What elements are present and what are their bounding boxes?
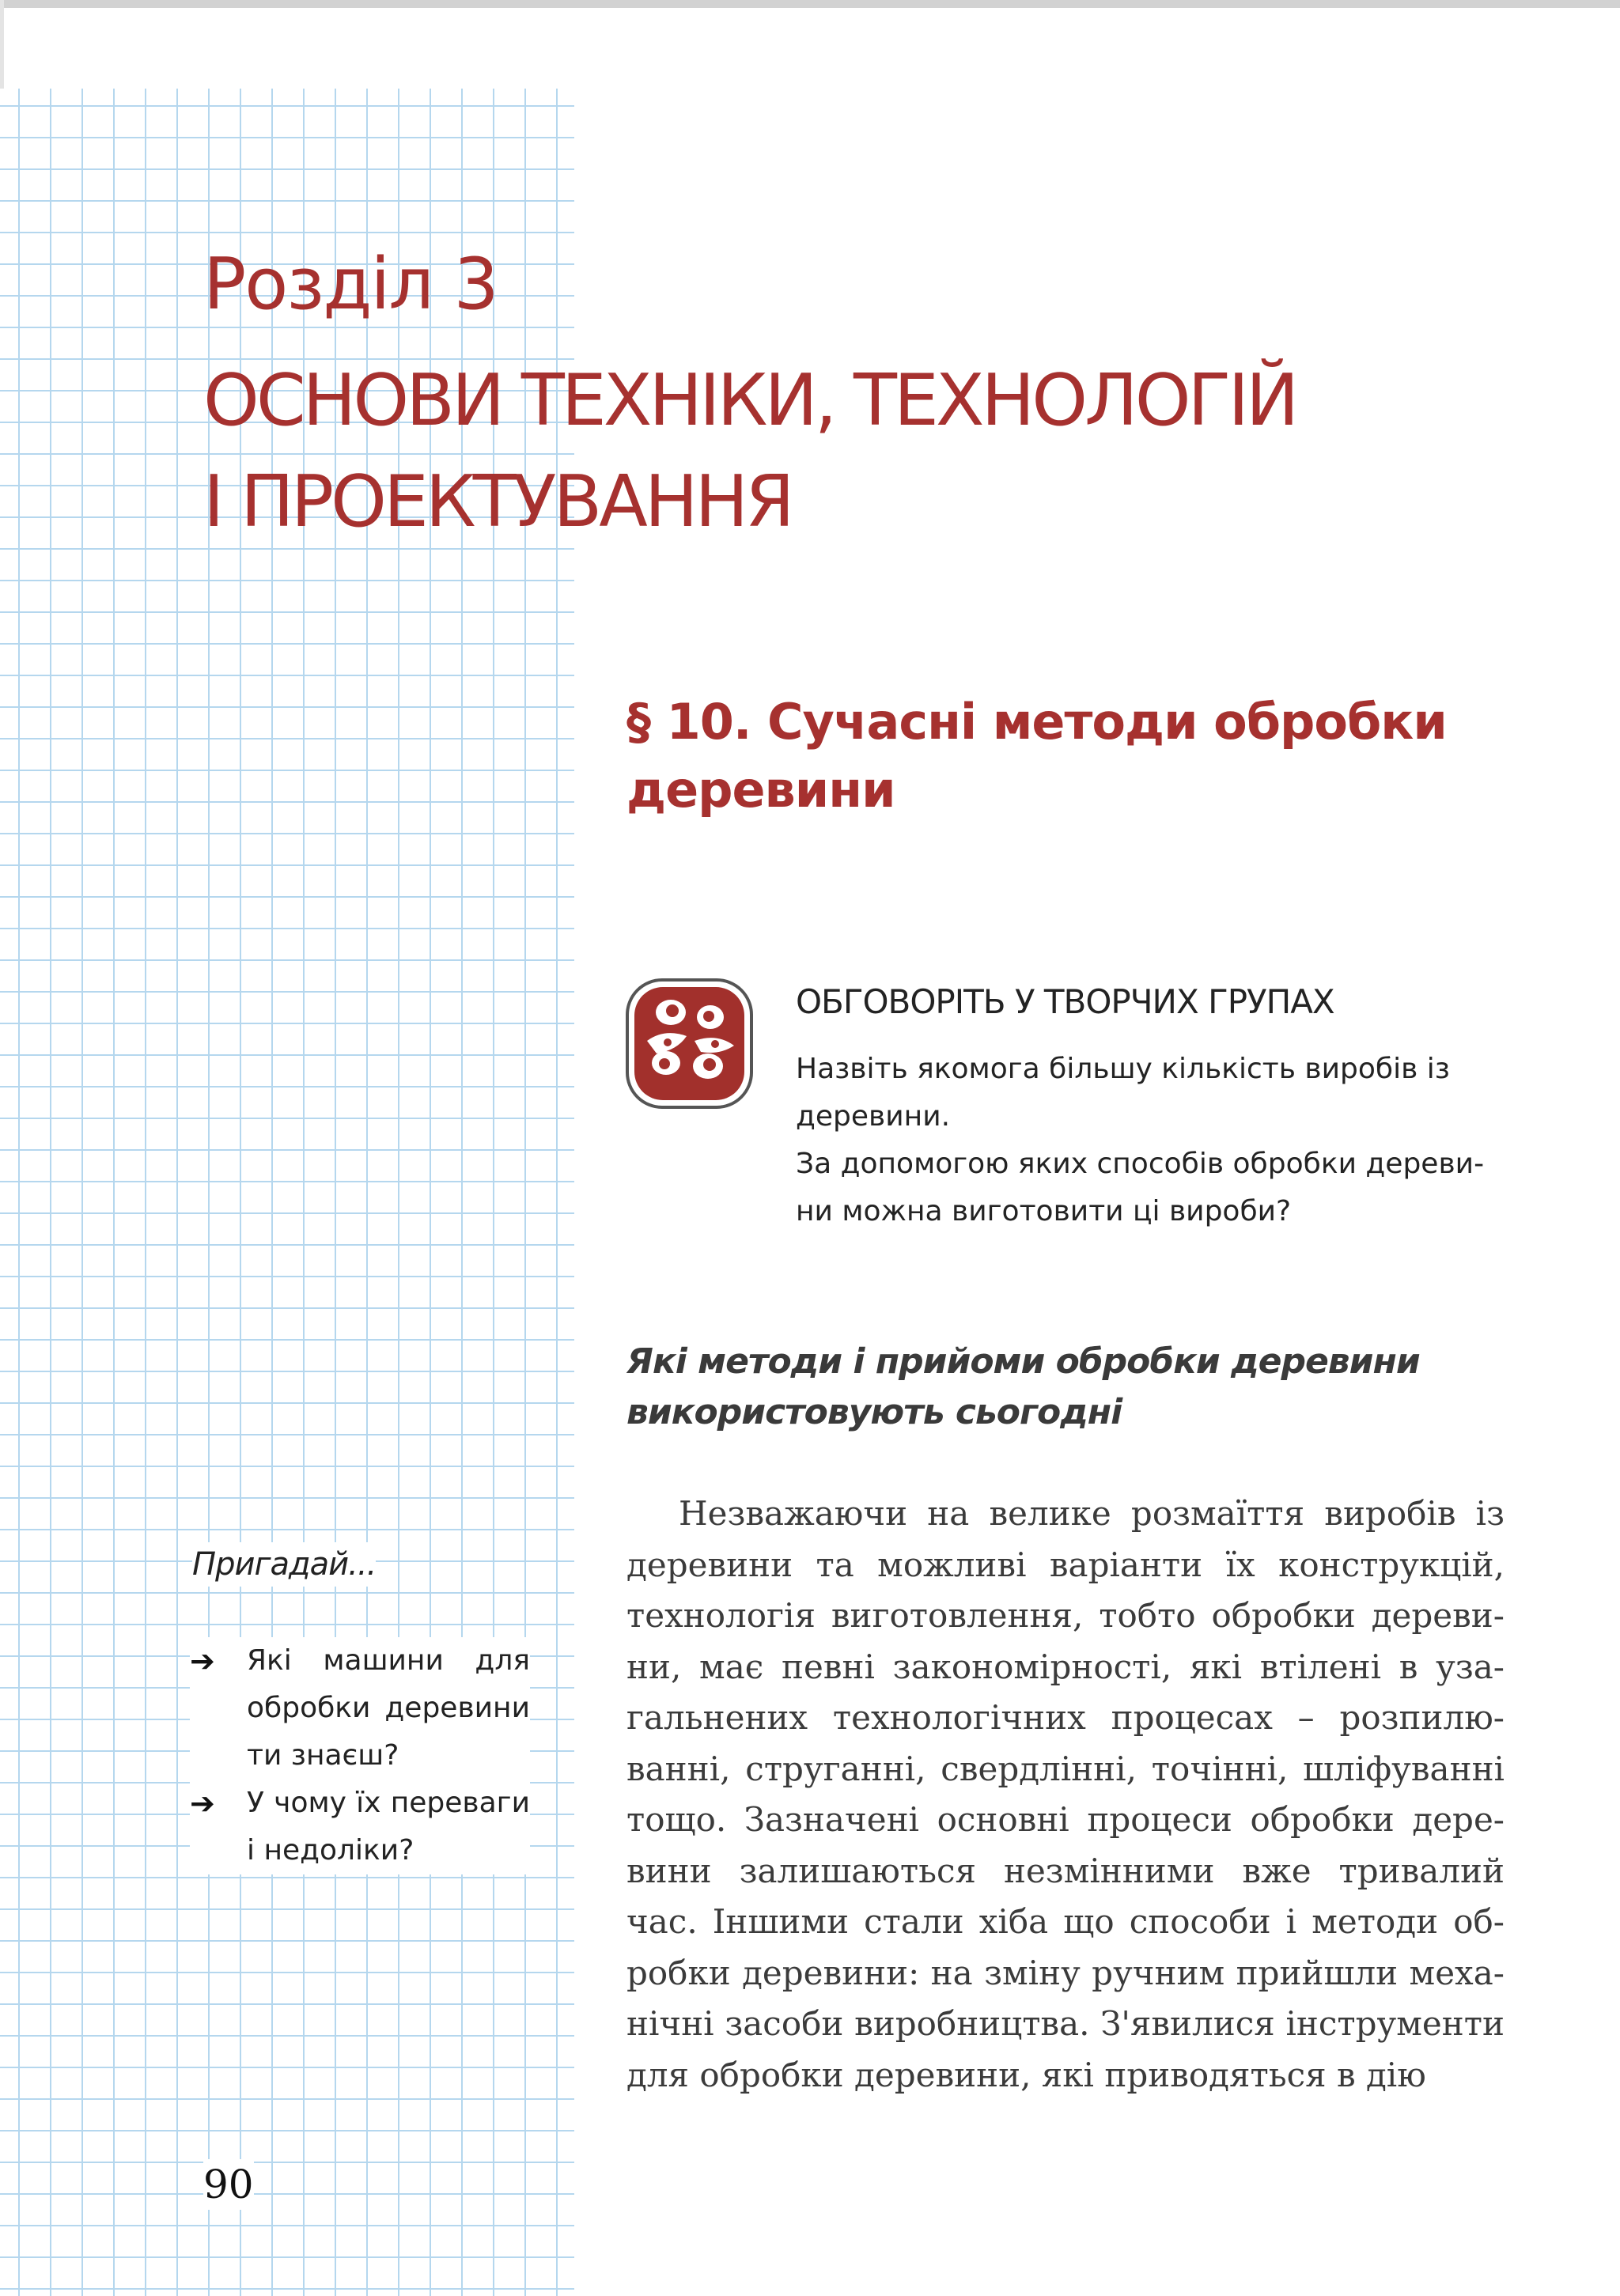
chapter-title: [203, 350, 1296, 553]
subheading: [626, 1337, 1420, 1438]
body-paragraph: Незважаючи на велике розмаїття виробів із деревини та можливі варіанти їх конструкцій, технологія виготовлення, тобто обробки деревини, має певні закономірності, які втілені в узагальнених технологічних процесах – розпилюванні, струганні, свердлінні, точінні, шліфуванні тощо. Зазначені основні процеси обробки деревини залишаються незмінними вже тривалий час. Іншими стали хіба що способи і методи обробки деревини: на зміну ручним прийшли механічні засоби виробництва. З'явилися інструменти для обробки деревини, які приводяться в дію: [626, 1494, 1505, 2094]
section-title-line-2: деревини: [626, 761, 895, 819]
remember-list: [190, 1637, 530, 1874]
page-top-border: [0, 0, 1620, 8]
discussion-heading: ОБГОВОРІТЬ У ТВОРЧИХ ГРУПАХ: [796, 982, 1334, 1021]
section-title: [626, 688, 1447, 824]
remember-item: [190, 1637, 530, 1780]
page-number: 90: [203, 2159, 254, 2210]
arrow-right-icon: ➔: [190, 1644, 215, 1678]
discussion-question-1: Назвіть якомога більшу кількість виробів із деревини.: [796, 1053, 1450, 1133]
chapter-title-line-1: ОСНОВИ ТЕХНІКИ, ТЕХНОЛОГІЙ: [203, 359, 1296, 442]
section-title-line-1: § 10. Сучасні методи обробки: [626, 693, 1447, 751]
arrow-right-icon: ➔: [190, 1786, 215, 1821]
group-discussion-icon: [625, 978, 754, 1110]
remember-item-text: У чому їх переваги і недоліки?: [247, 1787, 530, 1867]
discussion-question-2: За допомогою яких способів обробки деревини можна виготовити ці вироби?: [796, 1148, 1485, 1227]
subheading-line-2: використовують сьогодні: [626, 1392, 1122, 1432]
remember-title: Пригадай...: [192, 1542, 376, 1587]
chapter-title-line-2: І ПРОЕКТУВАННЯ: [203, 460, 792, 543]
discussion-questions: [796, 1046, 1504, 1235]
chapter-label: Розділ 3: [203, 243, 498, 326]
subheading-line-1: Які методи і прийоми обробки деревини: [626, 1341, 1420, 1382]
remember-item: [190, 1780, 530, 1874]
remember-item-text: Які машини для обробки деревини ти знаєш?: [247, 1644, 530, 1772]
